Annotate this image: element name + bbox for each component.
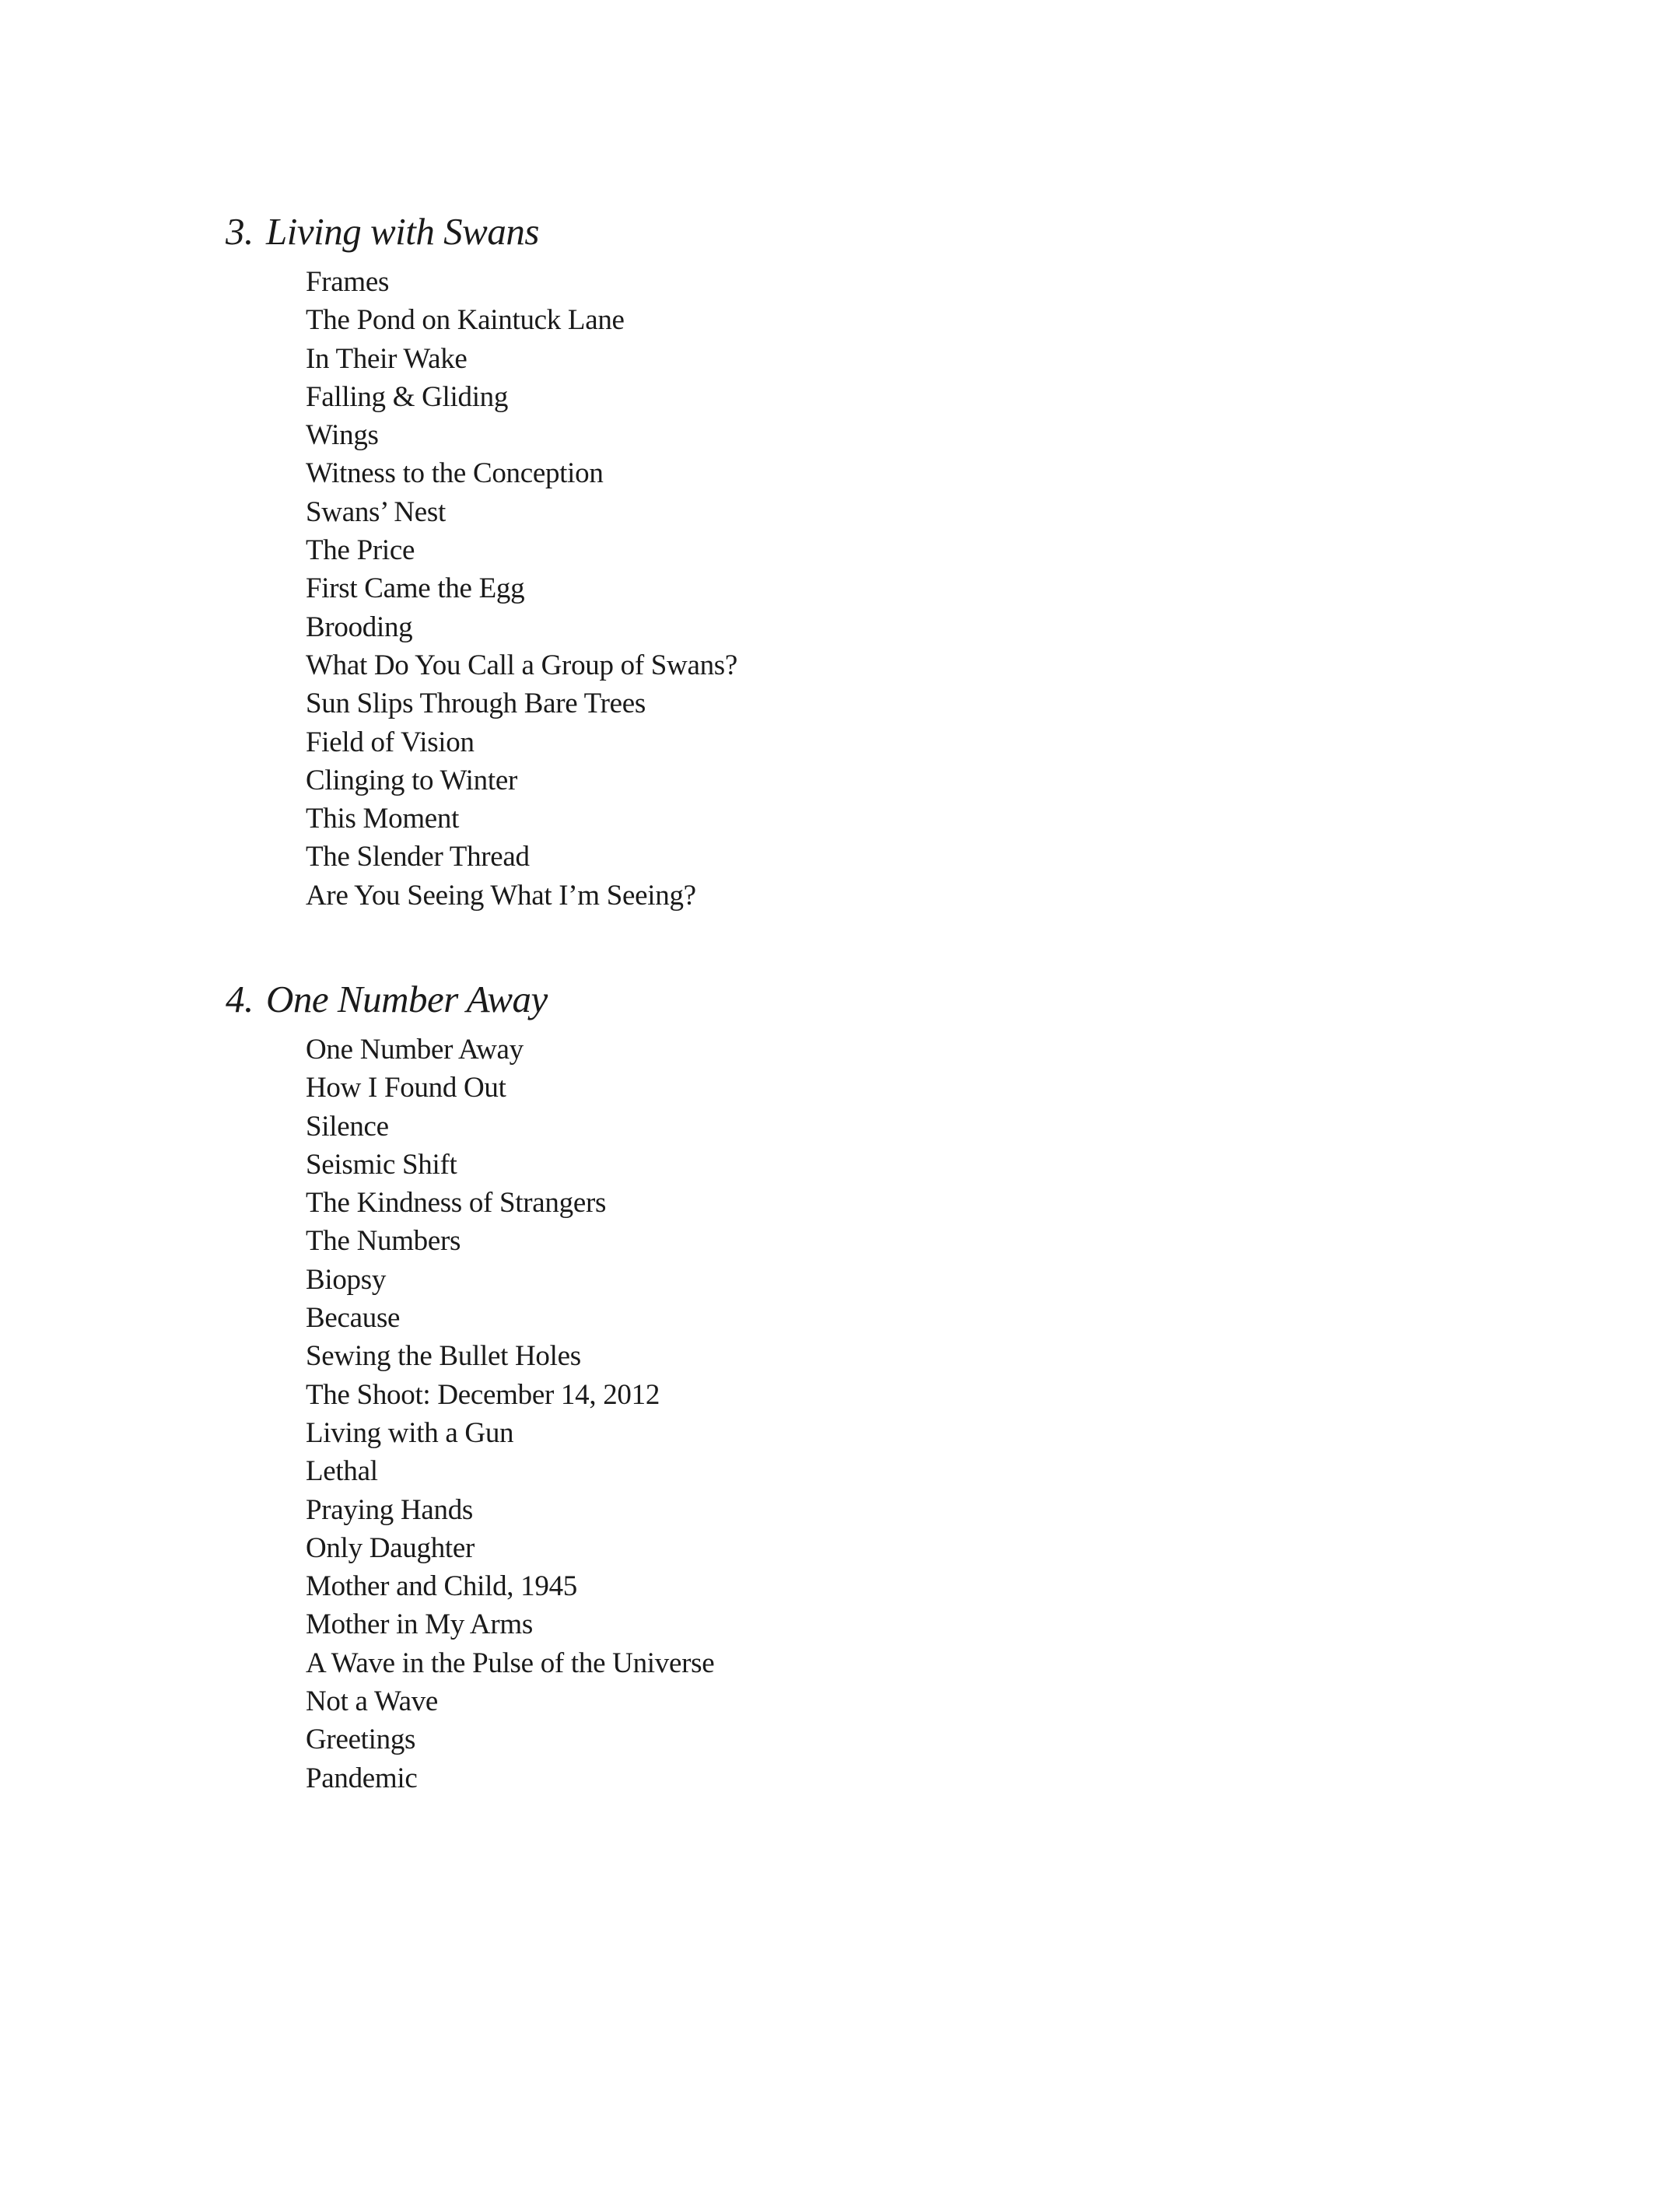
poem-title: Wings [306,419,379,452]
poem-title: Lethal [306,1455,378,1488]
poem-title: Sewing the Bullet Holes [306,1340,581,1373]
poem-title: The Shoot: December 14, 2012 [306,1378,660,1411]
poem-title: Swans’ Nest [306,495,446,528]
poem-title: Mother in My Arms [306,1608,533,1641]
poem-title: Brooding [306,611,413,643]
poem-title: One Number Away [306,1034,524,1066]
poem-title: Mother and Child, 1945 [306,1570,577,1603]
poem-title: Sun Slips Through Bare Trees [306,688,646,720]
poem-title: What Do You Call a Group of Swans? [306,649,738,681]
poem-title: Falling & Gliding [306,380,509,413]
poem-title: This Moment [306,803,460,835]
section-one-number-away [226,976,1392,1797]
poem-title: Greetings [306,1724,416,1756]
poem-title: Praying Hands [306,1493,473,1526]
poem-list [306,263,1392,915]
poem-title: Pandemic [306,1762,418,1794]
poem-title: In Their Wake [306,342,468,375]
poem-title: How I Found Out [306,1072,506,1104]
poem-title: Silence [306,1110,389,1143]
section-number: 4. [226,978,254,1020]
poem-title: Only Daughter [306,1531,475,1564]
section-title: Living with Swans [266,210,539,253]
poem-title: The Pond on Kaintuck Lane [306,304,625,337]
poem-title: Field of Vision [306,726,475,758]
poem-title: Biopsy [306,1263,387,1296]
poem-title: The Numbers [306,1225,461,1258]
poem-title: The Price [306,534,415,567]
poem-title: Living with a Gun [306,1416,514,1449]
poem-title: Seismic Shift [306,1148,457,1181]
poem-list [306,1031,1392,1797]
section-heading [226,208,1392,255]
poem-title: Witness to the Conception [306,457,604,490]
section-living-with-swans [226,208,1392,915]
section-heading [226,976,1392,1023]
poem-title: The Kindness of Strangers [306,1187,607,1220]
poem-title: First Came the Egg [306,572,525,605]
poem-title: Because [306,1302,401,1335]
poem-title: The Slender Thread [306,841,530,873]
poem-title: Are You Seeing What I’m Seeing? [306,879,696,912]
poem-title: Frames [306,266,390,298]
poem-title: Clinging to Winter [306,764,517,796]
poem-title: A Wave in the Pulse of the Universe [306,1647,715,1679]
section-title: One Number Away [266,978,548,1020]
poem-title: Not a Wave [306,1685,439,1718]
section-number: 3. [226,210,254,253]
